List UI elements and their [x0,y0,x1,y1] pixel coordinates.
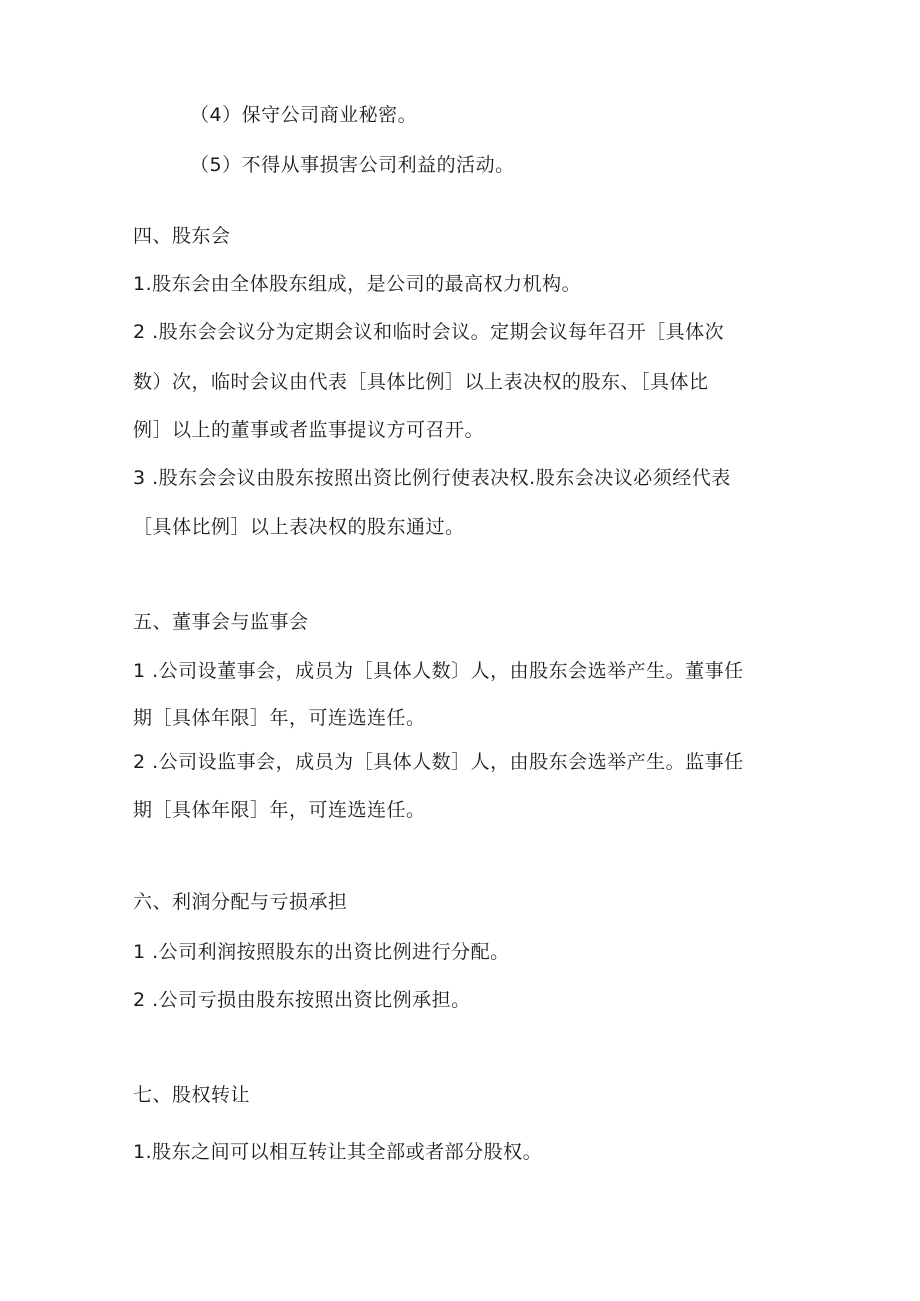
paragraph-line: 1 .公司利润按照股东的出资比例进行分配。 [133,941,510,963]
paragraph-line: 1.股东会由全体股东组成，是公司的最高权力机构。 [133,273,582,295]
duty-item-5: （5）不得从事损害公司利益的活动。 [190,154,515,176]
paragraph-line: 期［具体年限］年，可连选连任。 [133,707,426,729]
paragraph-line: 例］以上的董事或者监事提议方可召开。 [133,419,485,441]
paragraph-line: 期［具体年限］年，可连选连任。 [133,799,426,821]
section-heading-profit: 六、利润分配与亏损承担 [133,891,348,913]
duty-item-4: （4）保守公司商业秘密。 [190,104,418,126]
paragraph-line: 2 .公司设监事会，成员为［具体人数］人，由股东会选举产生。监事任 [133,751,744,773]
paragraph-line: 数）次，临时会议由代表［具体比例］以上表决权的股东、［具体比 [133,371,709,393]
paragraph-line: 3 .股东会会议由股东按照出资比例行使表决权.股东会决议必须经代表 [133,467,731,489]
paragraph-line: 1.股东之间可以相互转让其全部或者部分股权。 [133,1141,543,1163]
section-heading-board: 五、董事会与监事会 [133,611,309,633]
paragraph-line: 1 .公司设董事会，成员为［具体人数〕人，由股东会选举产生。董事任 [133,660,744,682]
section-heading-shareholders-meeting: 四、股东会 [133,225,231,247]
paragraph-line: 2 .股东会会议分为定期会议和临时会议。定期会议每年召开［具体次 [133,321,725,343]
paragraph-line: 2 .公司亏损由股东按照出资比例承担。 [133,989,471,1011]
section-heading-equity-transfer: 七、股权转让 [133,1084,251,1106]
paragraph-line: ［具体比例］以上表决权的股东通过。 [133,516,465,538]
